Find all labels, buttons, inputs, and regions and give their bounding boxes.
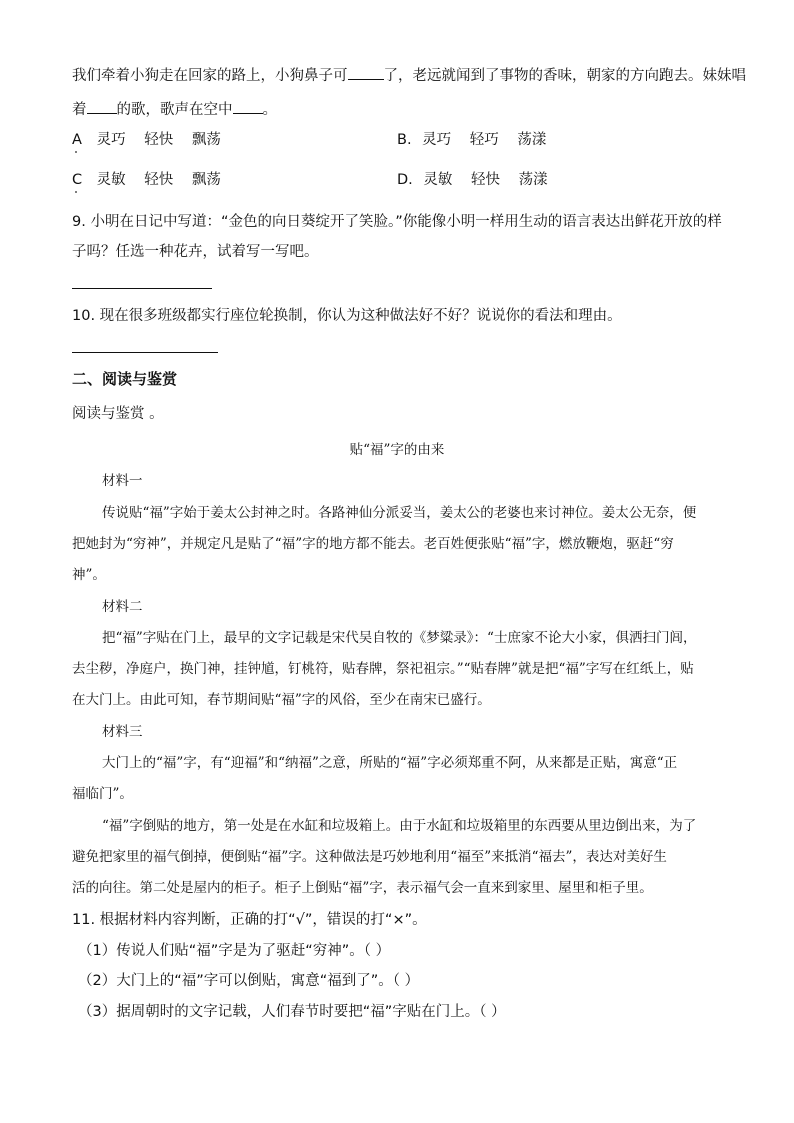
answer-line[interactable] <box>72 288 212 289</box>
option-letter: B. <box>397 132 412 148</box>
q11-item-1[interactable]: （1）传说人们贴“福”字是为了驱赶“穷神”。（ ） <box>78 943 391 959</box>
material-3-line: 福临门”。 <box>72 786 133 802</box>
option-word: 荡漾 <box>517 132 547 148</box>
option-word: 荡漾 <box>518 172 548 188</box>
option-a[interactable] <box>72 130 235 150</box>
option-word: 轻快 <box>471 172 500 188</box>
fill-blank <box>87 98 117 114</box>
section-heading: 二、阅读与鉴赏 <box>72 370 178 388</box>
material-3-line: “福”字倒贴的地方，第一处是在水缸和垃圾箱上。由于水缸和垃圾箱里的东西要从里边倒出来，为了 <box>102 818 697 834</box>
fill-blank <box>348 64 384 80</box>
material-2-line: 把“福”字贴在门上，最早的文字记载是宋代吴自牧的《梦粱录》：“士庶家不论大小家，俱洒扫门闾， <box>102 630 697 646</box>
fill-blank <box>233 98 263 114</box>
q11-item-2[interactable]: （2）大门上的“福”字可以倒贴，寓意“福到了”。（ ） <box>78 973 420 989</box>
q8-text-a: 我们牵着小狗走在回家的路上，小狗鼻子可 <box>72 68 348 84</box>
q9-line-2: 子吗？任选一种花卉，试着写一写吧。 <box>72 244 319 260</box>
material-3-line: 大门上的“福”字，有“迎福”和“纳福”之意，所贴的“福”字必须郑重不阿，从来都是正贴，寓意“正 <box>102 755 678 771</box>
material-1-line: 把她封为“穷神”，并规定凡是贴了“福”字的地方都不能去。老百姓便张贴“福”字，燃放鞭炮，驱赶“穷 <box>72 536 674 552</box>
q9-line-1: 9. 小明在日记中写道：“金色的向日葵绽开了笑脸。”你能像小明一样用生动的语言表达出鲜花开放的样 <box>72 214 722 230</box>
option-word: 轻快 <box>144 132 174 148</box>
material-1-line: 传说贴“福”字始于姜太公封神之时。各路神仙分派妥当，姜太公的老婆也来讨神位。姜太公无奈，便 <box>102 505 697 521</box>
option-word: 飘荡 <box>191 172 221 188</box>
option-word: 轻快 <box>144 172 174 188</box>
material-3-line: 活的向往。第二处是屋内的柜子。柜子上倒贴“福”字，表示福气会一直来到家里、屋里和柜子里。 <box>72 880 653 896</box>
q8-text-e: 。 <box>262 102 277 118</box>
option-d[interactable] <box>397 170 562 190</box>
material-3-label: 材料三 <box>102 724 143 740</box>
option-letter: D. <box>397 172 413 188</box>
option-word: 轻巧 <box>469 132 499 148</box>
material-3-line: 避免把家里的福气倒掉，便倒贴“福”字。这种做法是巧妙地利用“福至”来抵消“福去”，表达对美好生 <box>72 849 667 865</box>
option-b[interactable] <box>397 130 560 150</box>
option-letter: C <box>72 170 92 190</box>
material-2-line: 在大门上。由此可知，春节期间贴“福”字的风俗，至少在南宋已盛行。 <box>72 692 491 708</box>
option-word: 灵巧 <box>422 132 452 148</box>
option-word: 灵敏 <box>96 172 126 188</box>
answer-line[interactable] <box>72 352 218 353</box>
q8-line-2 <box>72 98 277 120</box>
option-c[interactable] <box>72 170 235 190</box>
option-word: 灵敏 <box>423 172 453 188</box>
material-2-line: 去尘秽，净庭户，换门神，挂钟馗，钉桃符，贴春牌，祭祀祖宗。”“贴春牌”就是把“福”字写在红纸上，贴 <box>72 661 694 677</box>
option-word: 灵巧 <box>96 132 126 148</box>
material-1-line: 神”。 <box>72 567 106 583</box>
passage-title: 贴“福”字的由来 <box>349 442 445 458</box>
q11-stem: 11. 根据材料内容判断，正确的打“√”，错误的打“×”。 <box>72 912 427 928</box>
material-2-label: 材料二 <box>102 599 143 615</box>
q11-item-3[interactable]: （3）据周朝时的文字记载，人们春节时要把“福”字贴在门上。（ ） <box>78 1004 506 1020</box>
q8-line-1 <box>72 64 746 86</box>
q8-text-b: 了，老远就闻到了事物的香味，朝家的方向跑去。妹妹唱 <box>383 68 746 84</box>
q8-text-d: 的歌，歌声在空中 <box>116 102 233 118</box>
option-letter: A <box>72 130 92 150</box>
option-word: 飘荡 <box>191 132 221 148</box>
material-1-label: 材料一 <box>102 473 143 489</box>
q8-text-c: 着 <box>72 102 87 118</box>
section-intro: 阅读与鉴赏 。 <box>72 406 164 422</box>
q10-line-1: 10. 现在很多班级都实行座位轮换制，你认为这种做法好不好？说说你的看法和理由。 <box>72 308 622 324</box>
